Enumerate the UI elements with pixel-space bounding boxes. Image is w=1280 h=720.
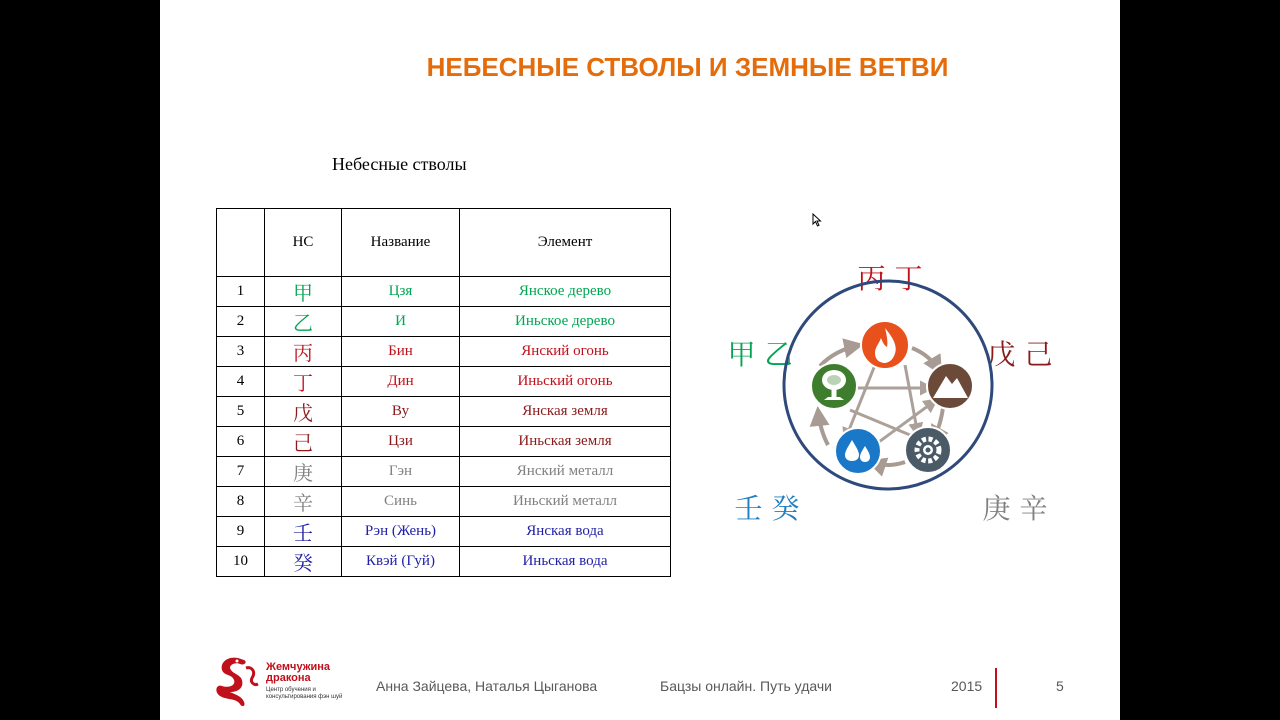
metal-element	[905, 427, 951, 473]
row-stem-glyph: 庚	[265, 457, 342, 487]
logo-name: Жемчужина дракона	[266, 661, 331, 684]
row-index: 4	[217, 367, 265, 397]
page-number: 5	[1056, 678, 1064, 694]
row-stem-glyph: 戊	[265, 397, 342, 427]
footer-authors: Анна Зайцева, Наталья Цыганова	[376, 678, 598, 694]
table-row	[217, 547, 671, 577]
earth-element	[927, 363, 973, 409]
row-stem-name: И	[342, 307, 460, 337]
fire-stems-label: 丙 丁	[857, 262, 923, 295]
row-index: 2	[217, 307, 265, 337]
table-row	[217, 277, 671, 307]
footer-divider	[995, 668, 997, 708]
table-header-row	[217, 209, 671, 277]
table-row	[217, 367, 671, 397]
row-stem-glyph: 己	[265, 427, 342, 457]
row-stem-name: Цзи	[342, 427, 460, 457]
row-stem-glyph: 甲	[265, 277, 342, 307]
wood-stems-label: 甲 乙	[727, 338, 793, 371]
row-index: 10	[217, 547, 265, 577]
row-index: 8	[217, 487, 265, 517]
row-element: Иньский огонь	[460, 367, 671, 397]
footer-course: Бацзы онлайн. Путь удачи	[660, 678, 832, 694]
row-stem-name: Синь	[342, 487, 460, 517]
header-stem: НС	[265, 209, 342, 277]
row-element: Янский огонь	[460, 337, 671, 367]
heavenly-stems-table	[216, 208, 671, 577]
table-row	[217, 487, 671, 517]
table-row	[217, 397, 671, 427]
fire-element	[861, 321, 909, 369]
footer-year: 2015	[951, 678, 983, 694]
table-row	[217, 457, 671, 487]
row-element: Янская земля	[460, 397, 671, 427]
mouse-cursor	[812, 212, 822, 231]
row-index: 6	[217, 427, 265, 457]
row-element: Янский металл	[460, 457, 671, 487]
logo-subtitle: Центр обучения и консультирования фэн шуй	[266, 687, 343, 700]
row-index: 5	[217, 397, 265, 427]
company-logo	[208, 652, 348, 712]
row-stem-glyph: 丙	[265, 337, 342, 367]
earth-stems-label: 戊 己	[987, 338, 1053, 371]
header-element: Элемент	[460, 209, 671, 277]
water-stems-label: 壬 癸	[734, 492, 800, 525]
row-index: 3	[217, 337, 265, 367]
row-stem-glyph: 辛	[265, 487, 342, 517]
row-element: Янское дерево	[460, 277, 671, 307]
header-index	[217, 209, 265, 277]
table-row	[217, 307, 671, 337]
row-stem-name: Цзя	[342, 277, 460, 307]
row-stem-glyph: 癸	[265, 547, 342, 577]
row-element: Иньский металл	[460, 487, 671, 517]
table-row	[217, 427, 671, 457]
water-element	[835, 428, 881, 474]
row-stem-glyph: 乙	[265, 307, 342, 337]
row-element: Иньская вода	[460, 547, 671, 577]
row-stem-name: Дин	[342, 367, 460, 397]
row-element: Иньское дерево	[460, 307, 671, 337]
row-index: 7	[217, 457, 265, 487]
table-caption: Небесные стволы	[332, 154, 467, 174]
row-stem-name: Рэн (Жень)	[342, 517, 460, 547]
header-name: Название	[342, 209, 460, 277]
table-row	[217, 517, 671, 547]
row-stem-name: Квэй (Гуй)	[342, 547, 460, 577]
row-stem-name: Бин	[342, 337, 460, 367]
metal-stems-label: 庚 辛	[982, 492, 1048, 525]
row-stem-name: Гэн	[342, 457, 460, 487]
row-element: Иньская земля	[460, 427, 671, 457]
row-element: Янская вода	[460, 517, 671, 547]
row-index: 9	[217, 517, 265, 547]
table-row	[217, 337, 671, 367]
slide	[160, 0, 1120, 720]
dragon-icon	[208, 652, 266, 710]
five-elements-diagram	[700, 250, 1100, 540]
row-stem-name: Ву	[342, 397, 460, 427]
row-stem-glyph: 丁	[265, 367, 342, 397]
row-stem-glyph: 壬	[265, 517, 342, 547]
wood-element	[811, 363, 857, 409]
row-index: 1	[217, 277, 265, 307]
slide-title: НЕБЕСНЫЕ СТВОЛЫ И ЗЕМНЫЕ ВЕТВИ	[426, 52, 949, 82]
